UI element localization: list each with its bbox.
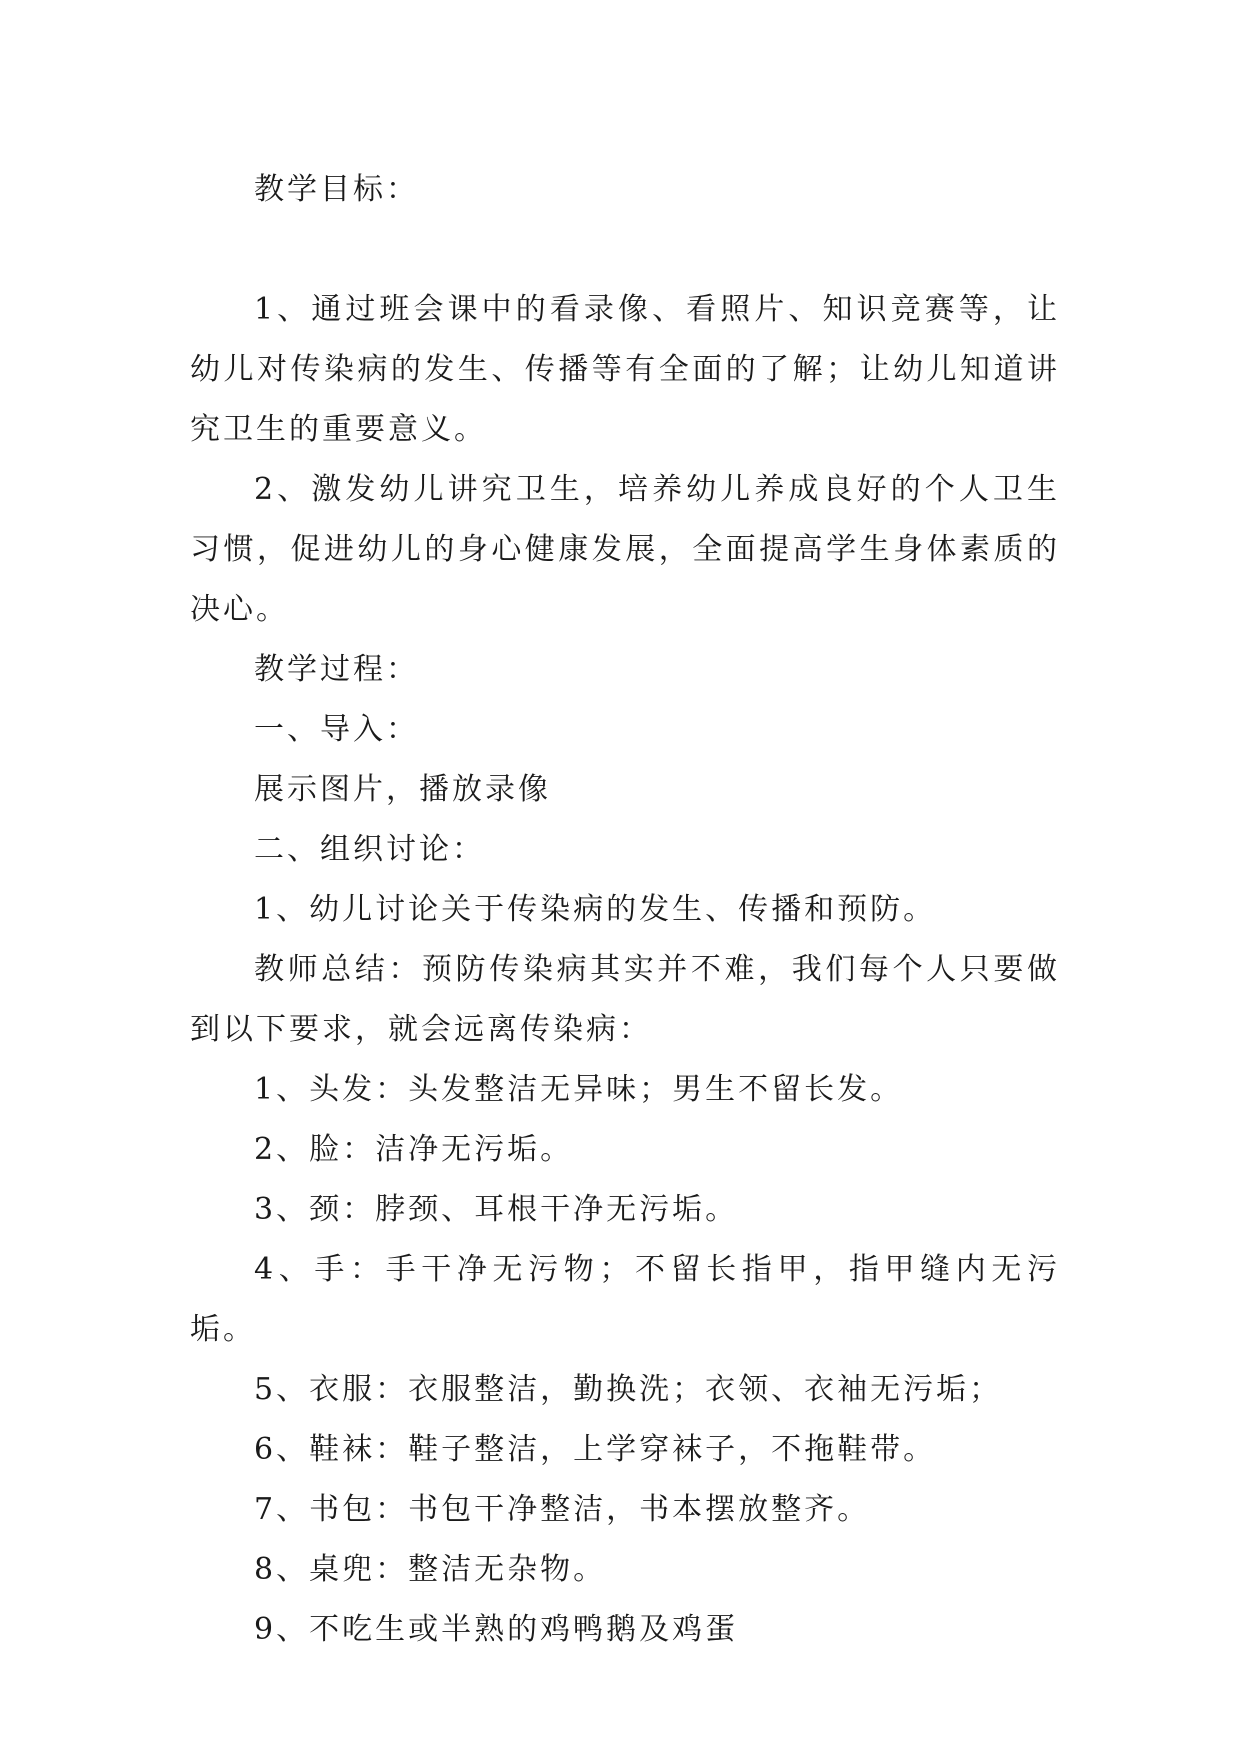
requirement-item-6: 6、鞋袜：鞋子整洁，上学穿袜子，不拖鞋带。 (254, 1432, 937, 1467)
heading-teaching-process: 教学过程： (254, 652, 419, 687)
goal-item-2: 2、激发幼儿讲究卫生，培养幼儿养成良好的个人卫生习惯，促进幼儿的身心健康发展，全面提高学生身体素质的决心。 (190, 472, 1060, 627)
requirement-item-8: 8、桌兜：整洁无杂物。 (254, 1552, 607, 1587)
document-body (190, 160, 1060, 1660)
teacher-summary: 教师总结：预防传染病其实并不难，我们每个人只要做到以下要求，就会远离传染病： (190, 952, 1060, 1047)
requirement-item-5: 5、衣服：衣服整洁，勤换洗；衣领、衣袖无污垢； (254, 1372, 1003, 1407)
section-discussion-heading: 二、组织讨论： (254, 832, 485, 867)
requirement-item-7: 7、书包：书包干净整洁，书本摆放整齐。 (254, 1492, 871, 1527)
discussion-item-1: 1、幼儿讨论关于传染病的发生、传播和预防。 (254, 892, 937, 927)
requirement-item-9: 9、不吃生或半熟的鸡鸭鹅及鸡蛋 (254, 1612, 739, 1647)
requirement-item-1: 1、头发：头发整洁无异味；男生不留长发。 (254, 1072, 904, 1107)
requirement-item-4: 4、手：手干净无污物；不留长指甲，指甲缝内无污垢。 (190, 1252, 1060, 1347)
goal-item-1: 1、通过班会课中的看录像、看照片、知识竞赛等，让幼儿对传染病的发生、传播等有全面的了解；让幼儿知道讲究卫生的重要意义。 (190, 292, 1060, 447)
requirement-item-3: 3、颈：脖颈、耳根干净无污垢。 (254, 1192, 739, 1227)
intro-text: 展示图片，播放录像 (254, 772, 551, 807)
section-intro-heading: 一、导入： (254, 712, 419, 747)
requirement-item-2: 2、脸：洁净无污垢。 (254, 1132, 574, 1167)
heading-teaching-goals: 教学目标： (254, 172, 419, 207)
